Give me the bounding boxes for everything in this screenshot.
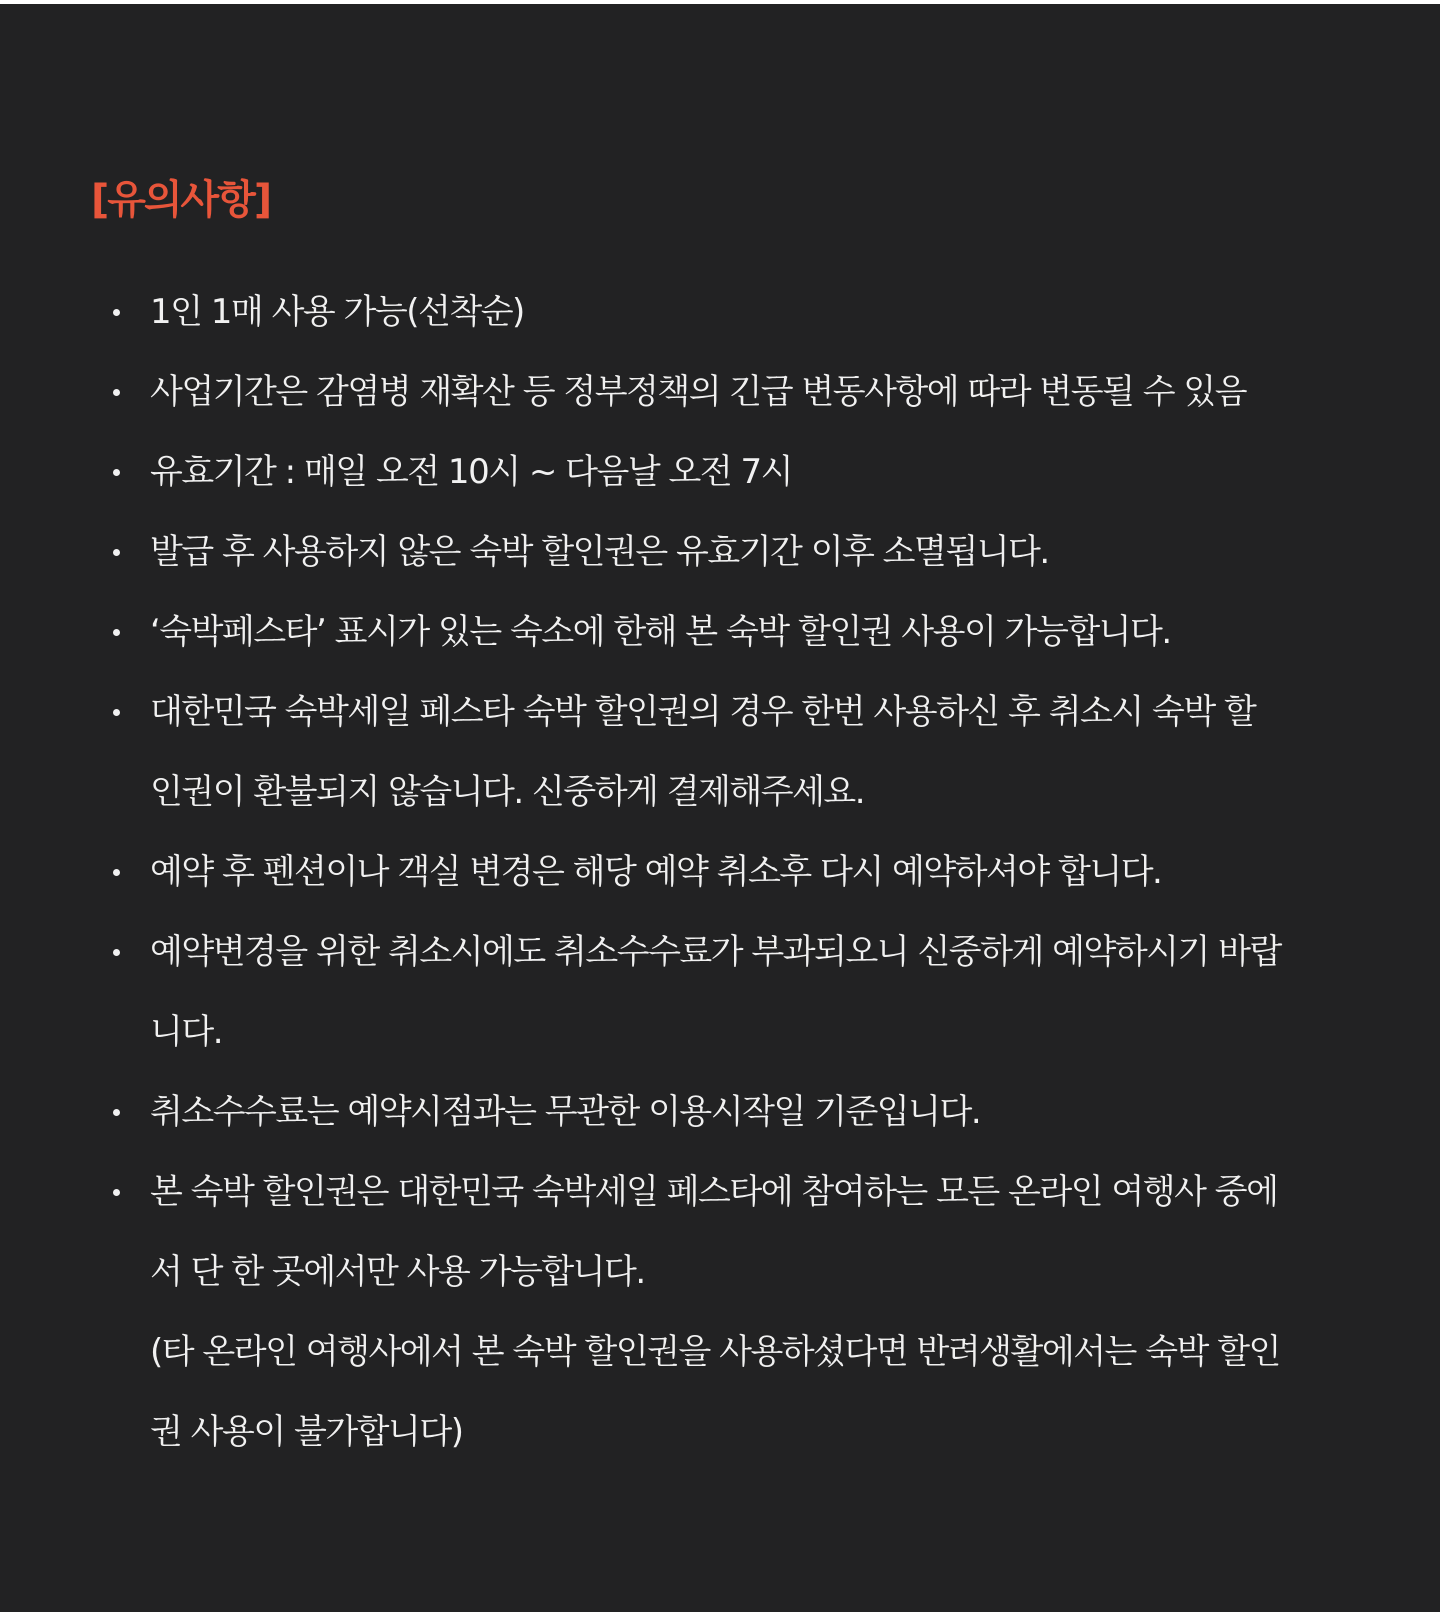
notice-item-text: ‘숙박페스타’ 표시가 있는 숙소에 한해 본 숙박 할인권 사용이 가능합니다. bbox=[150, 612, 1171, 652]
bullet-icon bbox=[113, 549, 120, 556]
notice-item bbox=[110, 672, 1360, 832]
notice-item bbox=[110, 832, 1360, 912]
notice-item bbox=[110, 592, 1360, 672]
notice-item-text: 대한민국 숙박세일 페스타 숙박 할인권의 경우 한번 사용하신 후 취소시 숙박 할 bbox=[150, 692, 1256, 732]
notice-item-text: 1인 1매 사용 가능(선착순) bbox=[150, 292, 524, 332]
notice-item-text: 사업기간은 감염병 재확산 등 정부정책의 긴급 변동사항에 따라 변동될 수 있음 bbox=[150, 372, 1247, 412]
bullet-icon bbox=[113, 1189, 120, 1196]
notice-item-text: 예약 후 펜션이나 객실 변경은 해당 예약 취소후 다시 예약하셔야 합니다. bbox=[150, 852, 1162, 892]
bullet-icon bbox=[113, 1109, 120, 1116]
notice-list bbox=[110, 272, 1360, 1472]
notice-item-text: 유효기간 : 매일 오전 10시 ~ 다음날 오전 7시 bbox=[150, 452, 792, 492]
notice-item-text: 취소수수료는 예약시점과는 무관한 이용시작일 기준입니다. bbox=[150, 1092, 981, 1132]
notice-item bbox=[110, 272, 1360, 352]
notice-item bbox=[110, 352, 1360, 432]
bullet-icon bbox=[113, 469, 120, 476]
notice-item-text: 서 단 한 곳에서만 사용 가능합니다. bbox=[150, 1252, 645, 1292]
notice-panel bbox=[0, 4, 1440, 1612]
notice-item-text: 발급 후 사용하지 않은 숙박 할인권은 유효기간 이후 소멸됩니다. bbox=[150, 532, 1049, 572]
bullet-icon bbox=[113, 949, 120, 956]
notice-item-text: 권 사용이 불가합니다) bbox=[150, 1412, 463, 1452]
notice-item bbox=[110, 912, 1360, 1072]
notice-item-text: 인권이 환불되지 않습니다. 신중하게 결제해주세요. bbox=[150, 772, 865, 812]
bullet-icon bbox=[113, 309, 120, 316]
notice-item-text: 본 숙박 할인권은 대한민국 숙박세일 페스타에 참여하는 모든 온라인 여행사 중에 bbox=[150, 1172, 1278, 1212]
bullet-icon bbox=[113, 629, 120, 636]
bullet-icon bbox=[113, 709, 120, 716]
notice-item-text: 예약변경을 위한 취소시에도 취소수수료가 부과되오니 신중하게 예약하시기 바랍 bbox=[150, 932, 1281, 972]
notice-item bbox=[110, 432, 1360, 512]
notice-item bbox=[110, 512, 1360, 592]
bullet-icon bbox=[113, 389, 120, 396]
notice-item-text: (타 온라인 여행사에서 본 숙박 할인권을 사용하셨다면 반려생활에서는 숙박 할인 bbox=[150, 1332, 1280, 1372]
notice-title: [유의사항] bbox=[91, 177, 271, 223]
notice-item bbox=[110, 1152, 1360, 1472]
bullet-icon bbox=[113, 869, 120, 876]
notice-item bbox=[110, 1072, 1360, 1152]
notice-item-text: 니다. bbox=[150, 1012, 222, 1052]
